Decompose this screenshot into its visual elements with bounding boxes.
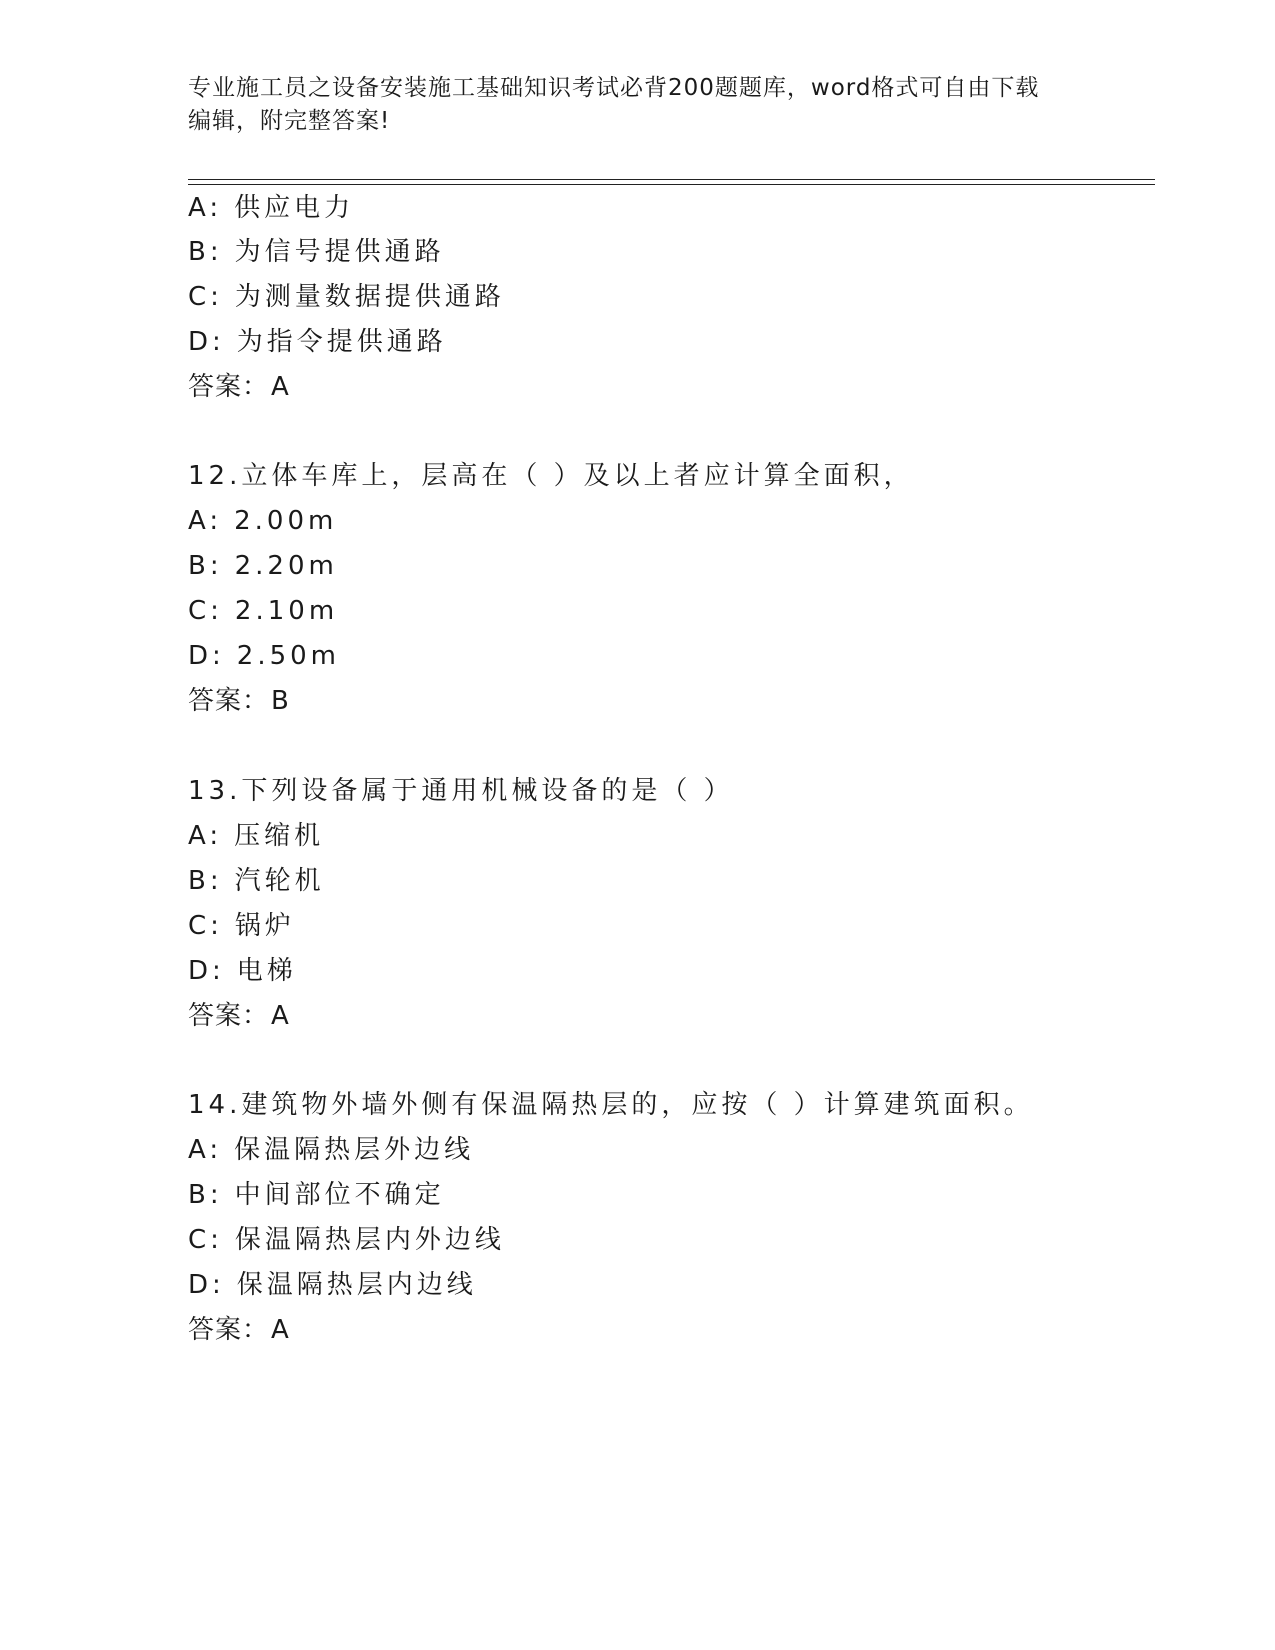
option-text: 2.20m (234, 551, 338, 581)
option-label: D: (188, 641, 225, 671)
option-text: 为指令提供通路 (236, 327, 447, 357)
q13-option-a (188, 818, 324, 854)
answer-label: 答案： (188, 686, 270, 716)
option-text: 为信号提供通路 (234, 237, 445, 267)
header-title-line1: 专业施工员之设备安装施工基础知识考试必背200题题库，word格式可自由下载 (188, 75, 1040, 101)
document-header (188, 72, 1088, 138)
option-label: A: (188, 506, 223, 536)
option-text: 锅炉 (234, 911, 295, 941)
option-label: C: (188, 596, 223, 626)
answer-label: 答案： (188, 1315, 270, 1345)
q12-option-c (188, 593, 338, 629)
option-label: D: (188, 327, 225, 357)
q11-answer (188, 369, 290, 405)
option-text: 2.10m (234, 596, 339, 626)
answer-value: A (271, 372, 290, 402)
q11-option-d (188, 324, 447, 360)
answer-label: 答案： (188, 372, 270, 402)
q11-option-a (188, 190, 354, 226)
option-label: A: (188, 193, 223, 223)
q11-option-b (188, 234, 445, 270)
option-label: B: (188, 551, 223, 581)
option-label: A: (188, 821, 223, 851)
q13-question: 13.下列设备属于通用机械设备的是（ ） (188, 776, 734, 806)
option-label: C: (188, 282, 223, 312)
option-label: B: (188, 866, 223, 896)
option-label: B: (188, 237, 223, 267)
option-label: A: (188, 1135, 223, 1165)
option-text: 为测量数据提供通路 (234, 282, 505, 312)
option-text: 保温隔热层外边线 (234, 1135, 475, 1165)
option-text: 供应电力 (234, 193, 355, 223)
header-divider-bottom (188, 184, 1155, 185)
q14-option-c (188, 1222, 505, 1258)
q14-option-d (188, 1267, 477, 1303)
q12-option-b (188, 548, 338, 584)
option-label: D: (188, 956, 225, 986)
q14-option-b (188, 1177, 445, 1213)
q12-question: 12.立体车库上，层高在（ ）及以上者应计算全面积， (188, 461, 914, 491)
q14-answer (188, 1312, 290, 1348)
option-text: 保温隔热层内外边线 (234, 1225, 505, 1255)
option-label: C: (188, 911, 223, 941)
q12-option-d (188, 638, 340, 674)
option-label: B: (188, 1180, 223, 1210)
option-label: D: (188, 1270, 225, 1300)
q13-option-b (188, 863, 325, 899)
q13-option-c (188, 908, 295, 944)
option-text: 电梯 (236, 956, 297, 986)
option-text: 2.50m (236, 641, 340, 671)
option-text: 中间部位不确定 (234, 1180, 445, 1210)
option-label: C: (188, 1225, 223, 1255)
option-text: 保温隔热层内边线 (236, 1270, 477, 1300)
q13-option-d (188, 953, 297, 989)
answer-value: A (271, 1001, 290, 1031)
option-text: 压缩机 (234, 821, 325, 851)
q14-question: 14.建筑物外墙外侧有保温隔热层的，应按（ ）计算建筑面积。 (188, 1090, 1034, 1120)
q14-option-a (188, 1132, 474, 1168)
option-text: 汽轮机 (234, 866, 325, 896)
header-divider-top (188, 179, 1155, 180)
q12-answer (188, 683, 290, 719)
q12-option-a (188, 503, 337, 539)
q13-answer (188, 998, 290, 1034)
answer-value: A (271, 1315, 290, 1345)
q11-option-c (188, 279, 505, 315)
option-text: 2.00m (234, 506, 338, 536)
answer-value: B (271, 686, 290, 716)
header-title-line2: 编辑，附完整答案! (188, 108, 391, 134)
answer-label: 答案： (188, 1001, 270, 1031)
